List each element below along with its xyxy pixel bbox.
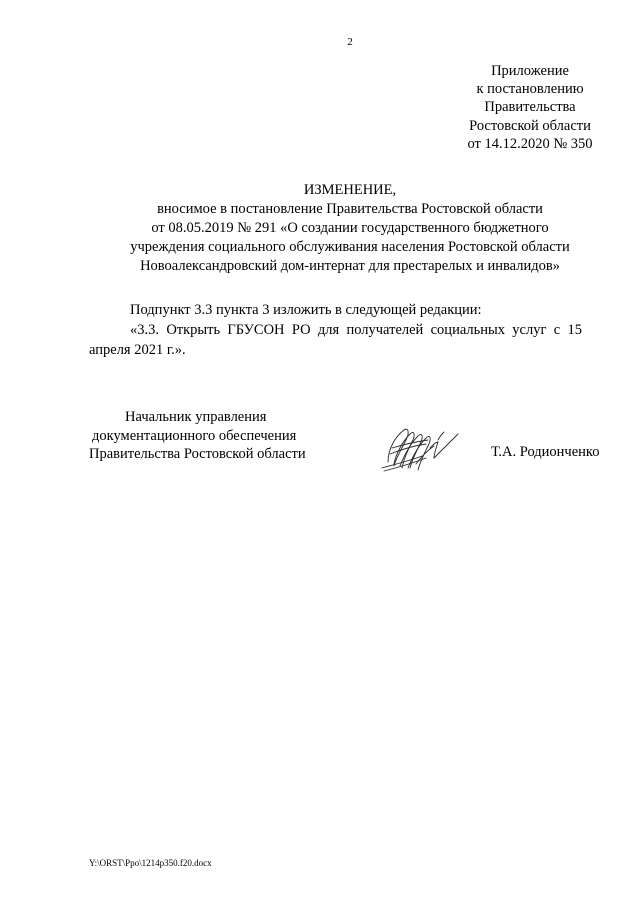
body-paragraph: Подпункт 3.3 пункта 3 изложить в следующей редакции: xyxy=(130,302,482,318)
heading-line: Новоалександровский дом-интернат для престарелых и инвалидов» xyxy=(140,258,560,274)
signatory-position-line: документационного обеспечения xyxy=(92,427,297,444)
annex-line: Ростовской области xyxy=(469,117,591,134)
annex-line: Правительства xyxy=(484,99,576,116)
document-body xyxy=(89,300,582,360)
heading-title: ИЗМЕНЕНИЕ, xyxy=(303,182,397,198)
heading-line: от 08.05.2019 № 291 «О создании государственного бюджетного xyxy=(151,220,549,236)
heading-line: учреждения социального обслуживания населения Ростовской области xyxy=(130,239,570,255)
body-paragraph: «3.3. Открыть ГБУСОН РО для получателей социальных услуг с 15 апреля 2021 г.». xyxy=(89,322,582,358)
annex-line: Приложение xyxy=(491,63,569,79)
document-heading xyxy=(60,181,640,276)
heading-line: вносимое в постановление Правительства Ростовской области xyxy=(157,201,543,217)
annex-date-line: от 14.12.2020 № 350 xyxy=(467,135,593,152)
signatory-position-line: Начальник управления xyxy=(125,409,267,425)
page-number: 2 xyxy=(347,36,353,48)
signatory-name: Т.А. Родионченко xyxy=(491,444,600,460)
annex-line: к постановлению xyxy=(476,81,584,98)
signatory-position-line: Правительства Ростовской области xyxy=(89,446,306,463)
handwritten-signature xyxy=(378,418,464,478)
signatory-position xyxy=(89,408,329,464)
footer-file-path: Y:\ORST\Ppo\1214p350.f20.docx xyxy=(89,858,212,868)
annex-block xyxy=(440,62,620,153)
